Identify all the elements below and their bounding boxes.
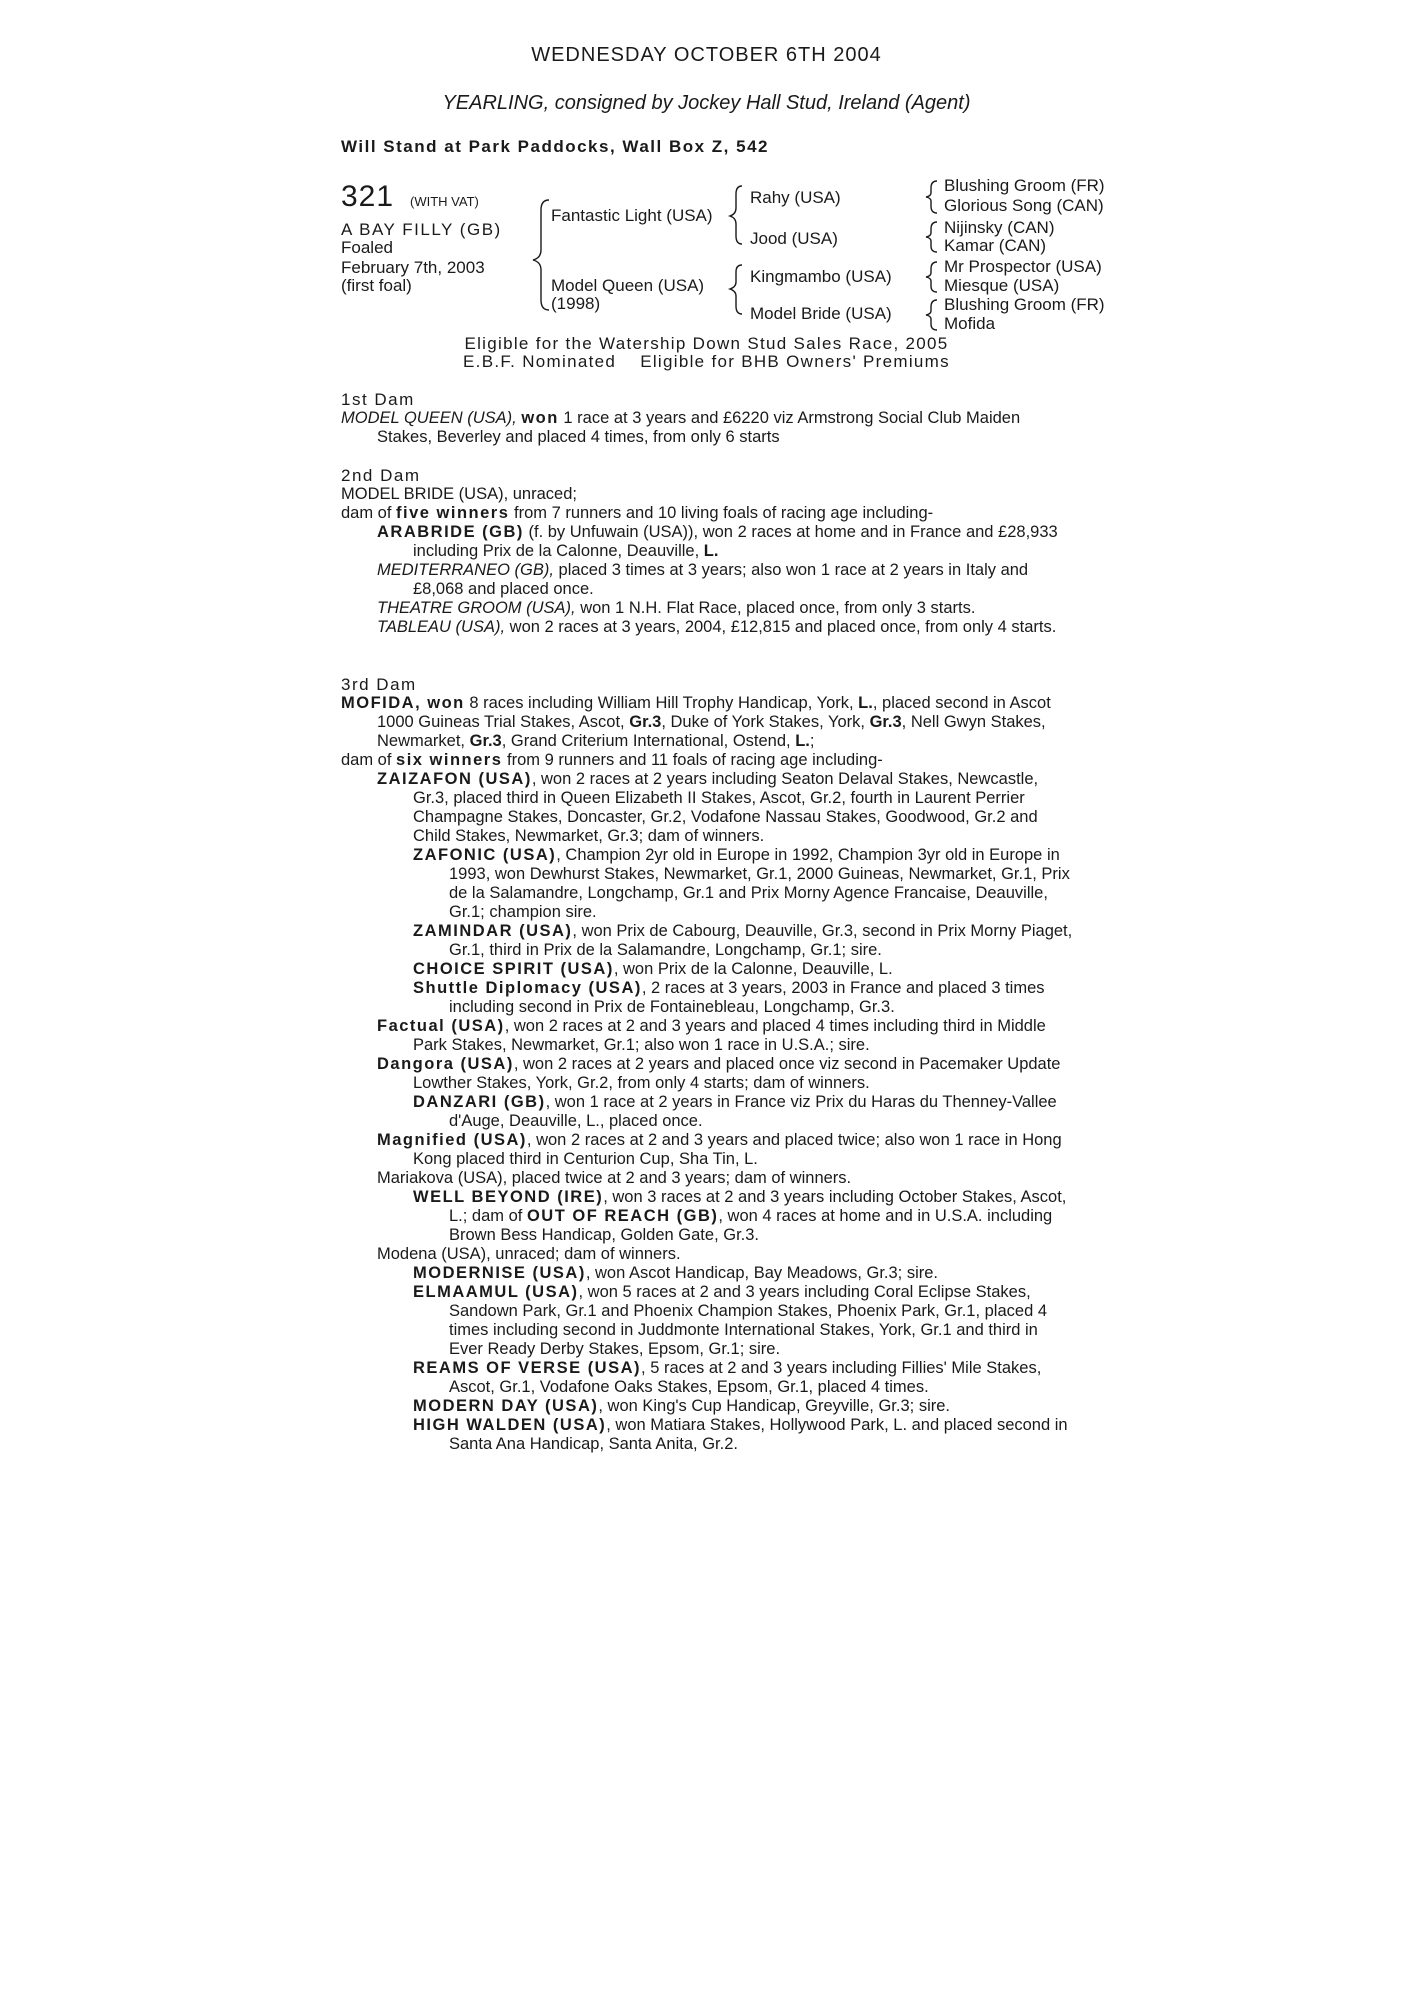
lot-number: 321: [341, 180, 395, 213]
third-dam-heading: 3rd Dam: [341, 675, 417, 694]
mofida-record: MOFIDA, won 8 races including William Hill Trophy Handicap, York, L., placed second in Ascot 1000 Guineas Trial Stakes, Ascot, Gr.3, Duke of York Stakes, York, Gr.3, Nell Gwyn Stakes, Newmarket, Gr.3, Grand Criterium International, Ostend, L.;: [341, 694, 1051, 750]
consignment-line: YEARLING, consigned by Jockey Hall Stud, Ireland (Agent): [442, 92, 971, 114]
eligibility-line-2: E.B.F. Nominated Eligible for BHB Owners' Premiums: [463, 352, 950, 371]
foal-note: (first foal): [341, 276, 412, 295]
first-dam-name: MODEL QUEEN (USA),: [341, 409, 517, 427]
gen3-6: Miesque (USA): [944, 276, 1060, 295]
entry-mariakova: Mariakova (USA), placed twice at 2 and 3 years; dam of winners.: [377, 1169, 852, 1187]
entry-modena: Modena (USA), unraced; dam of winners.: [377, 1245, 681, 1263]
entry-modernise: MODERNISE (USA), won Ascot Handicap, Bay Meadows, Gr.3; sire.: [413, 1264, 939, 1282]
first-dam-record: 1 race at 3 years and £6220 viz Armstrong Social Club Maiden Stakes, Beverley and placed 4 times, from only 6 starts: [377, 409, 1021, 446]
gen3-8: Mofida: [944, 314, 996, 333]
dam-name: Model Queen (USA): [551, 276, 705, 295]
eligibility-line-1: Eligible for the Watership Down Stud Sales Race, 2005: [464, 334, 949, 353]
entry-modern-day: MODERN DAY (USA), won King's Cup Handicap, Greyville, Gr.3; sire.: [413, 1397, 950, 1415]
gen3-7: Blushing Groom (FR): [944, 295, 1105, 314]
entry-shuttle-diplomacy: Shuttle Diplomacy (USA), 2 races at 3 years, 2003 in France and placed 3 times including second in Prix de Fontainebleau, Longchamp, Gr.3.: [413, 979, 1045, 1016]
gen3-2: Glorious Song (CAN): [944, 196, 1104, 215]
dam-year: (1998): [551, 294, 601, 313]
second-dam-entry-1: ARABRIDE (GB) (f. by Unfuwain (USA)), won 2 races at home and in France and £28,933 including Prix de la Calonne, Deauville, L.: [377, 523, 1058, 560]
gen3-4: Kamar (CAN): [944, 236, 1047, 255]
won-label: won: [521, 409, 559, 427]
second-dam-entry-2: MEDITERRANEO (GB), placed 3 times at 3 years; also won 1 race at 2 years in Italy and £8,068 and placed once.: [377, 561, 1029, 598]
entry-well-beyond: WELL BEYOND (IRE), won 3 races at 2 and 3 years including October Stakes, Ascot, L.; dam of OUT OF REACH (GB), won 4 races at home and in U.S.A. including Brown Bess Handicap, Golden Gate, Gr.3.: [413, 1188, 1067, 1244]
second-dam-entry-3: THEATRE GROOM (USA), won 1 N.H. Flat Race, placed once, from only 3 starts.: [377, 599, 976, 617]
third-dam-produce: dam of six winners from 9 runners and 11 foals of racing age including-: [341, 751, 883, 769]
entry-danzari: DANZARI (GB), won 1 race at 2 years in France viz Prix du Haras du Thenney-Vallee d'Auge, Deauville, L., placed once.: [413, 1093, 1057, 1130]
second-dam-heading: 2nd Dam: [341, 466, 421, 485]
entry-magnified: Magnified (USA), won 2 races at 2 and 3 years and placed twice; also won 1 race in Hong Kong placed third in Centurion Cup, Sha Tin, L.: [377, 1131, 1062, 1168]
entry-reams-of-verse: REAMS OF VERSE (USA), 5 races at 2 and 3 years including Fillies' Mile Stakes, Ascot, Gr.1, Vodafone Oaks Stakes, Epsom, Gr.1, placed 4 times.: [413, 1359, 1042, 1396]
vat-note: (WITH VAT): [410, 194, 479, 209]
gen3-1: Blushing Groom (FR): [944, 176, 1105, 195]
entry-elmaamul: ELMAAMUL (USA), won 5 races at 2 and 3 years including Coral Eclipse Stakes, Sandown Park, Gr.1 and Phoenix Champion Stakes, Phoenix Park, Gr.1, placed 4 times including second in Juddmonte International Stakes, York, Gr.1 and third in Ever Ready Derby Stakes, Epsom, Gr.1; sire.: [413, 1283, 1048, 1358]
dam-dam-name: Model Bride (USA): [750, 304, 892, 323]
sire-name: Fantastic Light (USA): [551, 206, 713, 225]
first-dam-text: [341, 409, 1076, 447]
third-dam-text: [341, 694, 1076, 1454]
entry-zamindar: ZAMINDAR (USA), won Prix de Cabourg, Deauville, Gr.3, second in Prix Morny Piaget, Gr.1, third in Prix de la Salamandre, Longchamp, Gr.1; sire.: [413, 922, 1073, 959]
lot-description: A BAY FILLY (GB): [341, 220, 502, 239]
sire-sire-name: Rahy (USA): [750, 188, 841, 207]
gen3-3: Nijinsky (CAN): [944, 218, 1055, 237]
first-dam-heading: 1st Dam: [341, 390, 415, 409]
dam-sire-name: Kingmambo (USA): [750, 267, 892, 286]
entry-factual: Factual (USA), won 2 races at 2 and 3 years and placed 4 times including third in Middle Park Stakes, Newmarket, Gr.1; also won 1 race in U.S.A.; sire.: [377, 1017, 1046, 1054]
sire-dam-name: Jood (USA): [750, 229, 838, 248]
entry-high-walden: HIGH WALDEN (USA), won Matiara Stakes, Hollywood Park, L. and placed second in Santa Ana Handicap, Santa Anita, Gr.2.: [413, 1416, 1068, 1453]
second-dam-entry-4: TABLEAU (USA), won 2 races at 3 years, 2004, £12,815 and placed once, from only 4 starts.: [377, 618, 1057, 636]
second-dam-text: [341, 485, 1076, 637]
foaled-date: February 7th, 2003: [341, 258, 485, 277]
second-dam-intro: MODEL BRIDE (USA), unraced;: [341, 485, 577, 503]
entry-zafonic: ZAFONIC (USA), Champion 2yr old in Europe in 1992, Champion 3yr old in Europe in 1993, won Dewhurst Stakes, Newmarket, Gr.1, 2000 Guineas, Newmarket, Gr.1, Prix de la Salamandre, Longchamp, Gr.1 and Prix Morny Agence Francaise, Deauville, Gr.1; champion sire.: [413, 846, 1070, 921]
second-dam-produce: dam of five winners from 7 runners and 10 living foals of racing age including-: [341, 504, 934, 522]
stand-location: Will Stand at Park Paddocks, Wall Box Z, 542: [341, 137, 769, 156]
foaled-label: Foaled: [341, 238, 393, 257]
entry-choice-spirit: CHOICE SPIRIT (USA), won Prix de la Calonne, Deauville, L.: [413, 960, 893, 978]
pedigree-brackets: [0, 0, 1413, 340]
entry-dangora: Dangora (USA), won 2 races at 2 years and placed once viz second in Pacemaker Update Lowther Stakes, York, Gr.2, from only 4 starts; dam of winners.: [377, 1055, 1061, 1092]
entry-zaizafon: ZAIZAFON (USA), won 2 races at 2 years including Seaton Delaval Stakes, Newcastle, Gr.3, placed third in Queen Elizabeth II Stakes, Ascot, Gr.2, fourth in Laurent Perrier Champagne Stakes, Doncaster, Gr.2, Vodafone Nassau Stakes, Goodwood, Gr.2 and Child Stakes, Newmarket, Gr.3; dam of winners.: [377, 770, 1039, 845]
sale-date: WEDNESDAY OCTOBER 6TH 2004: [531, 44, 882, 66]
gen3-5: Mr Prospector (USA): [944, 257, 1102, 276]
